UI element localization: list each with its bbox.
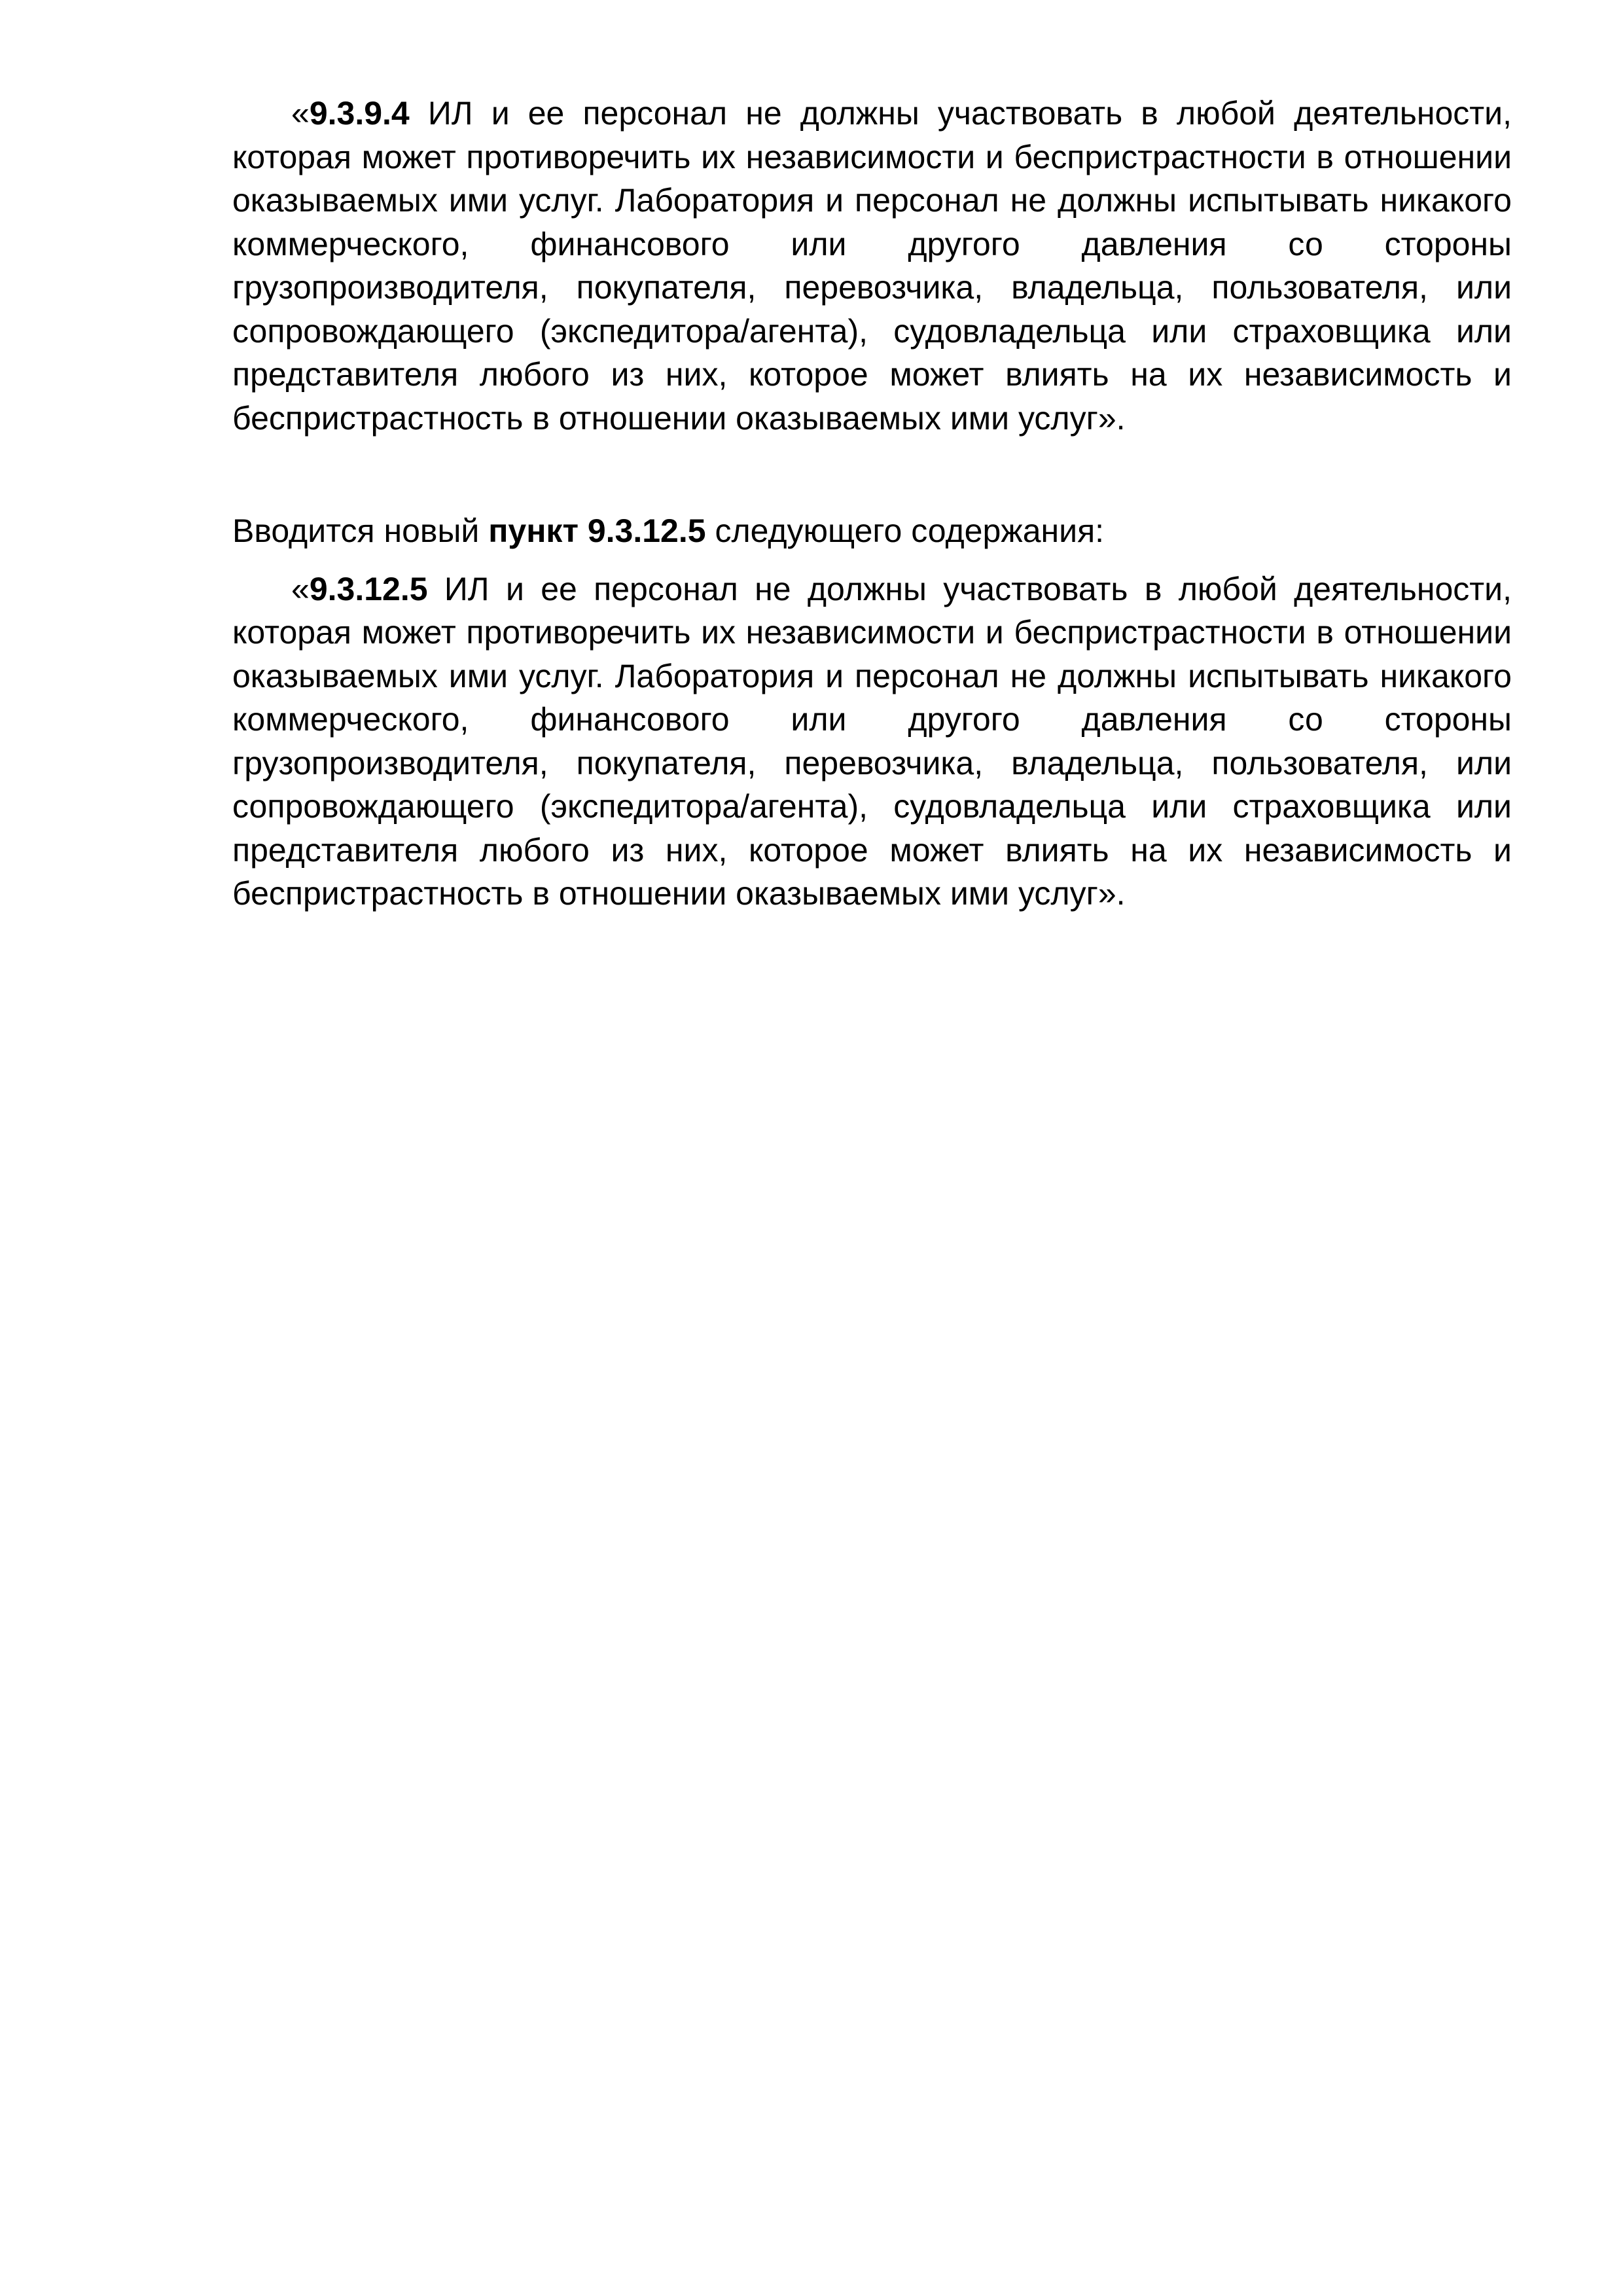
intro-text-after: следующего содержания: [705,512,1105,549]
new-clause-intro [232,509,1512,553]
intro-clause-reference: пункт 9.3.12.5 [488,512,706,549]
document-page [232,92,1512,916]
open-quote: « [291,570,310,607]
open-quote: « [291,95,310,132]
clause-number: 9.3.12.5 [309,570,428,607]
clause-9-3-9-4-paragraph [232,92,1512,440]
clause-9-3-12-5-paragraph [232,567,1512,916]
clause-text: ИЛ и ее персонал не должны участвовать в любой деятельности, которая может противоречить их независимости и беспристрастности в отношении оказываемых ими услуг. Лаборатория и персонал не должны испытывать никакого коммерческого, финансового или другого давления со стороны грузопроизводителя, покупателя, перевозчика, владельца, пользователя, или сопровождающего (экспедитора/агента), судовладельца или страховщика или представителя любого из них, которое может влиять на их независимость и беспристрастность в отношении оказываемых ими услуг». [232,570,1512,912]
clause-number: 9.3.9.4 [309,95,410,132]
intro-text-before: Вводится новый [232,512,489,549]
clause-text: ИЛ и ее персонал не должны участвовать в любой деятельности, которая может противоречить их независимости и беспристрастности в отношении оказываемых ими услуг. Лаборатория и персонал не должны испытывать никакого коммерческого, финансового или другого давления со стороны грузопроизводителя, покупателя, перевозчика, владельца, пользователя, или сопровождающего (экспедитора/агента), судовладельца или страховщика или представителя любого из них, которое может влиять на их независимость и беспристрастность в отношении оказываемых ими услуг». [232,95,1512,437]
